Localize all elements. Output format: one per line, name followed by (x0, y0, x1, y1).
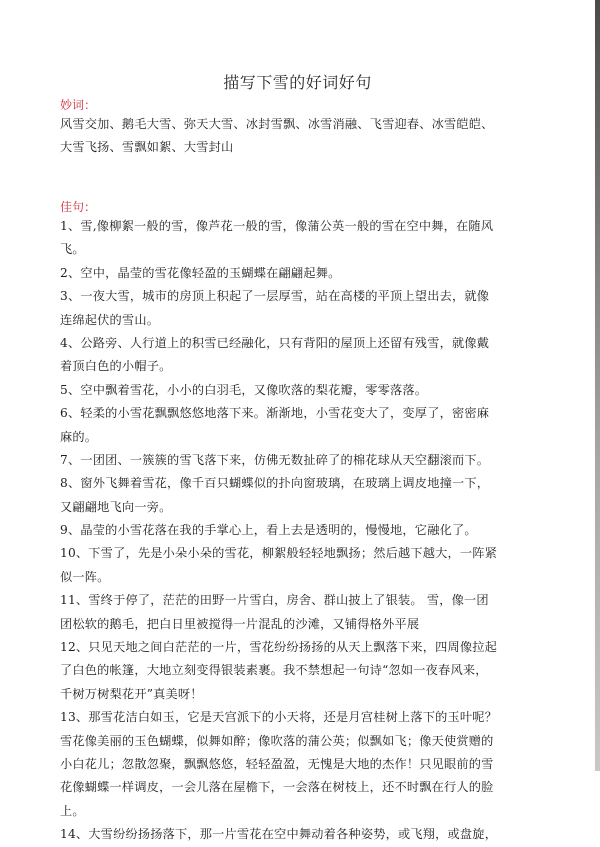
words-section-label: 妙词： (60, 98, 97, 112)
sentence-line: 雪花像美丽的玉色蝴蝶，似舞如醉；像吹落的蒲公英；似飘如飞；像天使赏赠的 (60, 733, 494, 748)
sentence-line: 10、下雪了，先是小朵小朵的雪花，柳絮般轻轻地飘扬；然后越下越大，一阵紧 (60, 546, 498, 561)
sentence-line: 似一阵。 (60, 569, 110, 584)
sentence-line: 飞。 (60, 242, 85, 257)
sentence-line: 上。 (60, 803, 85, 818)
page-title: 描写下雪的好词好句 (223, 73, 372, 92)
sentence-line: 6、轻柔的小雪花飘飘悠悠地落下来。渐渐地，小雪花变大了，变厚了，密密麻 (60, 406, 490, 421)
sentence-line: 11、雪终于停了，茫茫的田野一片雪白，房舍、群山披上了银装。 雪，像一团 (60, 593, 489, 608)
words-line: 大雪飞扬、雪飘如絮、大雪封山 (60, 140, 234, 154)
sentence-line: 连绵起伏的雪山。 (60, 312, 160, 327)
sentence-line: 7、一团团、一簇簇的雪飞落下来，仿佛无数扯碎了的棉花球从天空翻滚而下。 (60, 452, 490, 467)
sentence-line: 团松软的鹅毛，把白日里被搅得一片混乱的沙滩，又铺得格外平展 (60, 616, 420, 631)
sentences-list (60, 215, 512, 847)
sentence-line: 13、那雪花洁白如玉，它是天宫派下的小天将，还是月宫桂树上落下的玉叶呢？ (60, 710, 498, 725)
words-line: 风雪交加、鹅毛大雪、弥天大雪、冰封雪飘、冰雪消融、飞雪迎春、冰雪皑皑、 (60, 117, 494, 131)
sentences-section-label: 佳句： (60, 200, 97, 214)
sentence-line: 千树万树梨花开”真美呀！ (60, 686, 203, 701)
sentence-line: 小白花儿；忽散忽聚，飘飘悠悠，轻轻盈盈，无愧是大地的杰作！只见眼前的雪 (60, 756, 494, 771)
sentence-line: 8、窗外飞舞着雪花，像千百只蝴蝶似的扑向窗玻璃，在玻璃上调皮地撞一下， (60, 476, 490, 491)
sentence-line: 花像蝴蝶一样调皮，一会儿落在屋檐下，一会落在树枝上，还不时飘在行人的脸 (60, 780, 494, 795)
sentence-line: 1、雪,像柳絮一般的雪，像芦花一般的雪，像蒲公英一般的雪在空中舞，在随风 (60, 219, 494, 233)
sentence-line: 12、只见天地之间白茫茫的一片，雪花纷纷扬扬的从天上飘落下来，四周像拉起 (60, 640, 498, 655)
words-list (60, 113, 510, 159)
sentence-line: 又翩翩地飞向一旁。 (60, 499, 172, 514)
sentence-line: 4、公路旁、人行道上的积雪已经融化，只有背阳的屋顶上还留有残雪，就像戴 (60, 335, 490, 350)
sentence-line: 5、空中飘着雪花，小小的白羽毛，又像吹落的梨花瓣，零零落落。 (60, 382, 428, 397)
page-edge-shadow (595, 0, 600, 771)
sentence-line: 了白色的帐篷，大地立刻变得银装素裹。我不禁想起一句诗“忽如一夜春风来， (60, 663, 488, 678)
sentence-line: 3、一夜大雪，城市的房顶上积起了一层厚雪，站在高楼的平顶上望出去，就像 (60, 289, 490, 304)
sentence-line: 麻的。 (60, 429, 98, 444)
sentence-line: 9、晶莹的小雪花落在我的手掌心上，看上去是透明的，慢慢地，它融化了。 (60, 523, 477, 538)
sentence-line: 14、大雪纷纷扬扬落下，那一片雪花在空中舞动着各种姿势，或飞翔，或盘旋， (60, 827, 498, 842)
sentence-line: 着顶白色的小帽子。 (60, 359, 172, 374)
sentence-line: 2、空中，晶莹的雪花像轻盈的玉蝴蝶在翩翩起舞。 (60, 265, 341, 280)
